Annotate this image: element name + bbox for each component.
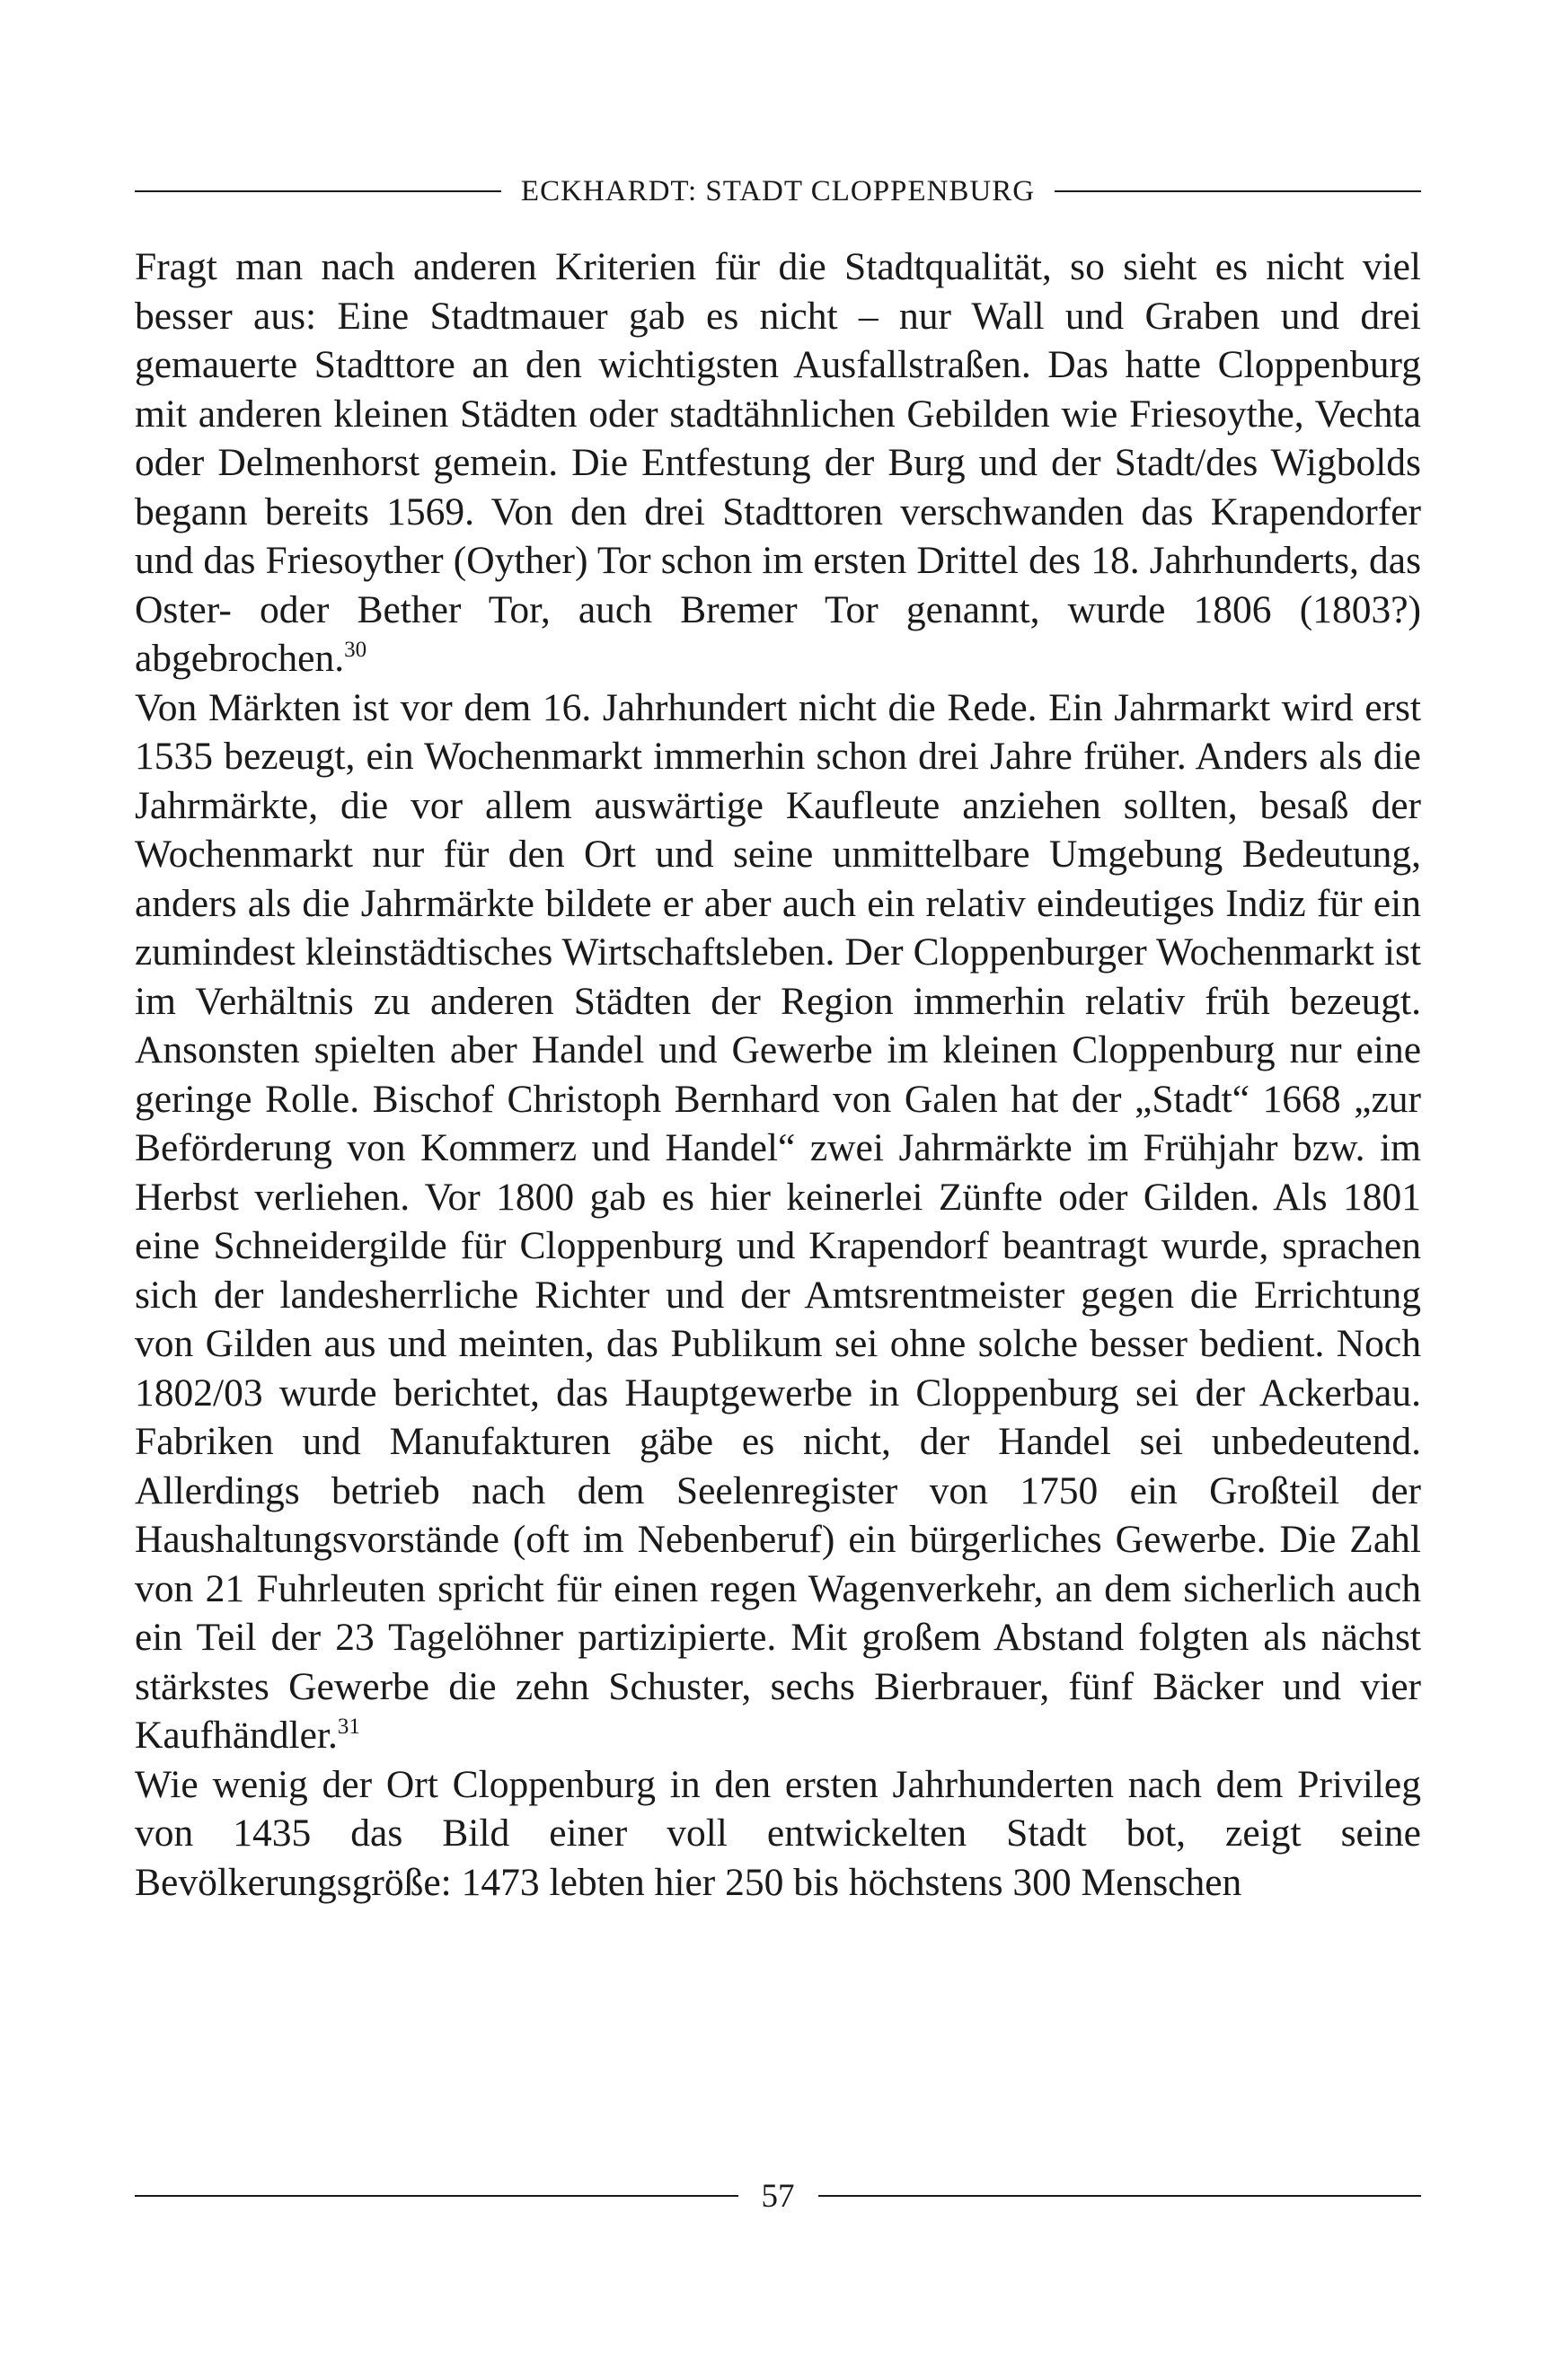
- header-rule-right: [1055, 190, 1421, 192]
- paragraph-city-criteria: [135, 242, 1421, 683]
- running-footer: [135, 2173, 1421, 2218]
- page-number: 57: [761, 2177, 795, 2215]
- footnote-marker: 30: [344, 638, 367, 662]
- paragraph-text: Fragt man nach anderen Kriterien für die Stadtqualität, so sieht es nicht viel besser aus: Eine Stadtmauer gab es nicht – nur Wall und Graben und drei gemauerte Stadttore an den wichtigsten Ausfallstraßen. Das hatte Cloppenburg mit anderen kleinen Städten oder stadtähnlichen Gebilden wie Friesoythe, Vechta oder Delmenhorst gemein. Die Entfestung der Burg und der Stadt/des Wigbolds begann bereits 1569. Von den drei Stadttoren verschwanden das Krapendorfer und das Friesoyther (Oyther) Tor schon im ersten Drittel des 18. Jahrhunderts, das Oster- oder Bether Tor, auch Bremer Tor genannt, wurde 1806 (1803?) abgebrochen.: [135, 245, 1421, 680]
- paragraph-markets: [135, 683, 1421, 1760]
- running-header: [135, 169, 1421, 214]
- footnote-marker: 31: [337, 1714, 360, 1739]
- paragraph-text: Von Märkten ist vor dem 16. Jahrhundert nicht die Rede. Ein Jahrmarkt wird erst 1535 bezeugt, ein Wochenmarkt immerhin schon drei Jahre früher. Anders als die Jahrmärkte, die vor allem auswärtige Kaufleute anziehen sollten, besaß der Wochenmarkt nur für den Ort und seine unmittelbare Umgebung Bedeutung, anders als die Jahrmärkte bildete er aber auch ein relativ eindeutiges Indiz für ein zumindest kleinstädtisches Wirtschaftsleben. Der Cloppenburger Wochenmarkt ist im Verhältnis zu anderen Städten der Region immerhin relativ früh bezeugt. Ansonsten spielten aber Handel und Gewerbe im kleinen Cloppenburg nur eine geringe Rolle. Bischof Christoph Bernhard von Galen hat der „Stadt“ 1668 „zur Beförderung von Kommerz und Handel“ zwei Jahrmärkte im Frühjahr bzw. im Herbst verliehen. Vor 1800 gab es hier keinerlei Zünfte oder Gilden. Als 1801 eine Schneidergilde für Cloppenburg und Krapendorf beantragt wurde, sprachen sich der landesherrliche Richter und der Amtsrentmeister gegen die Errichtung von Gilden aus und meinten, das Publikum sei ohne solche besser bedient. Noch 1802/03 wurde berichtet, das Hauptgewerbe in Cloppenburg sei der Ackerbau. Fabriken und Manufakturen gäbe es nicht, der Handel sei unbedeutend. Allerdings betrieb nach dem Seelenregister von 1750 ein Großteil der Haushaltungsvorstände (oft im Nebenberuf) ein bürgerliches Gewerbe. Die Zahl von 21 Fuhrleuten spricht für einen regen Wagenverkehr, an dem sicherlich auch ein Teil der 23 Tagelöhner partizipierte. Mit großem Abstand folgten als nächst stärkstes Gewerbe die zehn Schuster, sechs Bierbrauer, fünf Bäcker und vier Kaufhändler.: [135, 685, 1421, 1757]
- body-text: [135, 242, 1421, 1907]
- paragraph-population: [135, 1760, 1421, 1908]
- footer-rule-left: [135, 2195, 738, 2197]
- header-rule-left: [135, 190, 501, 192]
- paragraph-text: Wie wenig der Ort Cloppenburg in den ersten Jahrhunderten nach dem Privileg von 1435 das Bild einer voll entwickelten Stadt bot, zeigt seine Bevölkerungsgröße: 1473 lebten hier 250 bis höchstens 300 Menschen: [135, 1762, 1421, 1904]
- running-header-title: ECKHARDT: STADT CLOPPENBURG: [520, 174, 1036, 207]
- footer-rule-right: [818, 2195, 1422, 2197]
